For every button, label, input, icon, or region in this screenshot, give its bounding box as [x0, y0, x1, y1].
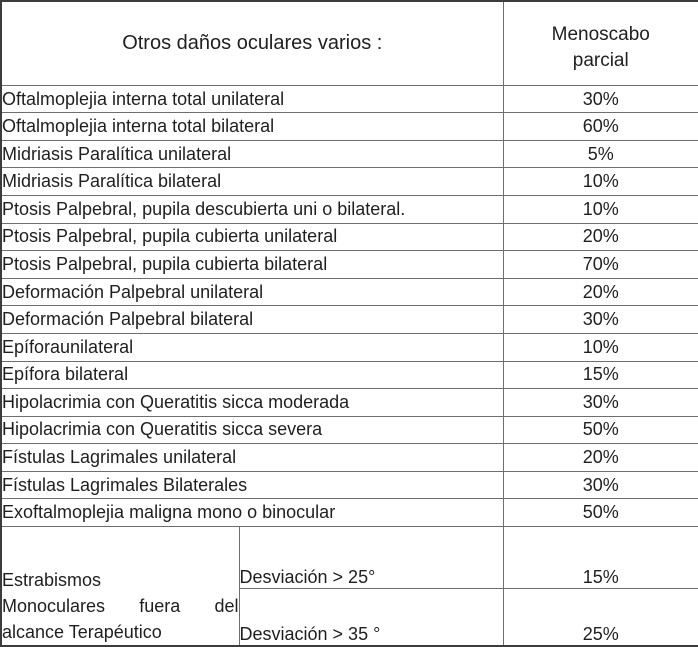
row-value: 20%: [503, 444, 698, 472]
row-label: Midriasis Paralítica unilateral: [1, 140, 503, 168]
header-value-line-2: parcial: [572, 50, 629, 72]
group-row: [1, 527, 698, 589]
group-item-label: Desviación > 25°: [239, 527, 503, 589]
header-value-line-1: Menoscabo: [551, 24, 650, 46]
group-item-label: Desviación > 35 °: [239, 589, 503, 646]
row-value: 10%: [503, 168, 698, 196]
table-row: [1, 85, 698, 113]
table-row: [1, 251, 698, 279]
table-row: [1, 140, 698, 168]
row-label: Oftalmoplejia interna total bilateral: [1, 113, 503, 141]
table-row: [1, 196, 698, 224]
row-label: Ptosis Palpebral, pupila cubierta unilateral: [1, 223, 503, 251]
row-value: 70%: [503, 251, 698, 279]
table-row: [1, 223, 698, 251]
row-label: Fístulas Lagrimales unilateral: [1, 444, 503, 472]
row-value: 20%: [503, 223, 698, 251]
table-row: [1, 306, 698, 334]
row-value: 50%: [503, 499, 698, 527]
row-value: 15%: [503, 361, 698, 389]
row-label: Epífora bilateral: [1, 361, 503, 389]
row-value: 30%: [503, 389, 698, 417]
row-value: 30%: [503, 306, 698, 334]
row-value: 20%: [503, 278, 698, 306]
row-label: Ptosis Palpebral, pupila cubierta bilateral: [1, 251, 503, 279]
table-row: [1, 499, 698, 527]
row-label: Ptosis Palpebral, pupila descubierta uni o bilateral.: [1, 196, 503, 224]
row-value: 5%: [503, 140, 698, 168]
row-value: 10%: [503, 333, 698, 361]
row-value: 30%: [503, 85, 698, 113]
row-label: Fístulas Lagrimales Bilaterales: [1, 471, 503, 499]
header-category-title: Otros daños oculares varios :: [122, 31, 383, 54]
row-value: 10%: [503, 196, 698, 224]
row-value: 50%: [503, 416, 698, 444]
group-item-value: 15%: [503, 527, 698, 589]
row-label: Epíforaunilateral: [1, 333, 503, 361]
row-label: Deformación Palpebral unilateral: [1, 278, 503, 306]
group-label-cell: [1, 527, 239, 647]
row-label: Hipolacrimia con Queratitis sicca moderada: [1, 389, 503, 417]
row-label: Oftalmoplejia interna total unilateral: [1, 85, 503, 113]
header-value-cell: [503, 1, 698, 85]
table-row: [1, 444, 698, 472]
header-category-cell: [1, 1, 503, 85]
row-value: 60%: [503, 113, 698, 141]
table-row: [1, 361, 698, 389]
header-row: [1, 1, 698, 85]
table-row: [1, 278, 698, 306]
group-item-value: 25%: [503, 589, 698, 646]
row-value: 30%: [503, 471, 698, 499]
row-label: Exoftalmoplejia maligna mono o binocular: [1, 499, 503, 527]
row-label: Hipolacrimia con Queratitis sicca severa: [1, 416, 503, 444]
table-row: [1, 113, 698, 141]
group-label-line-2: Monoculares fuera del: [2, 596, 239, 616]
row-label: Midriasis Paralítica bilateral: [1, 168, 503, 196]
table-row: [1, 416, 698, 444]
row-label: Deformación Palpebral bilateral: [1, 306, 503, 334]
table-row: [1, 389, 698, 417]
table-row: [1, 333, 698, 361]
group-label-line-1: Estrabismos: [2, 570, 102, 590]
table-row: [1, 471, 698, 499]
group-label-line-3: alcance Terapéutico: [2, 622, 162, 642]
table-row: [1, 168, 698, 196]
